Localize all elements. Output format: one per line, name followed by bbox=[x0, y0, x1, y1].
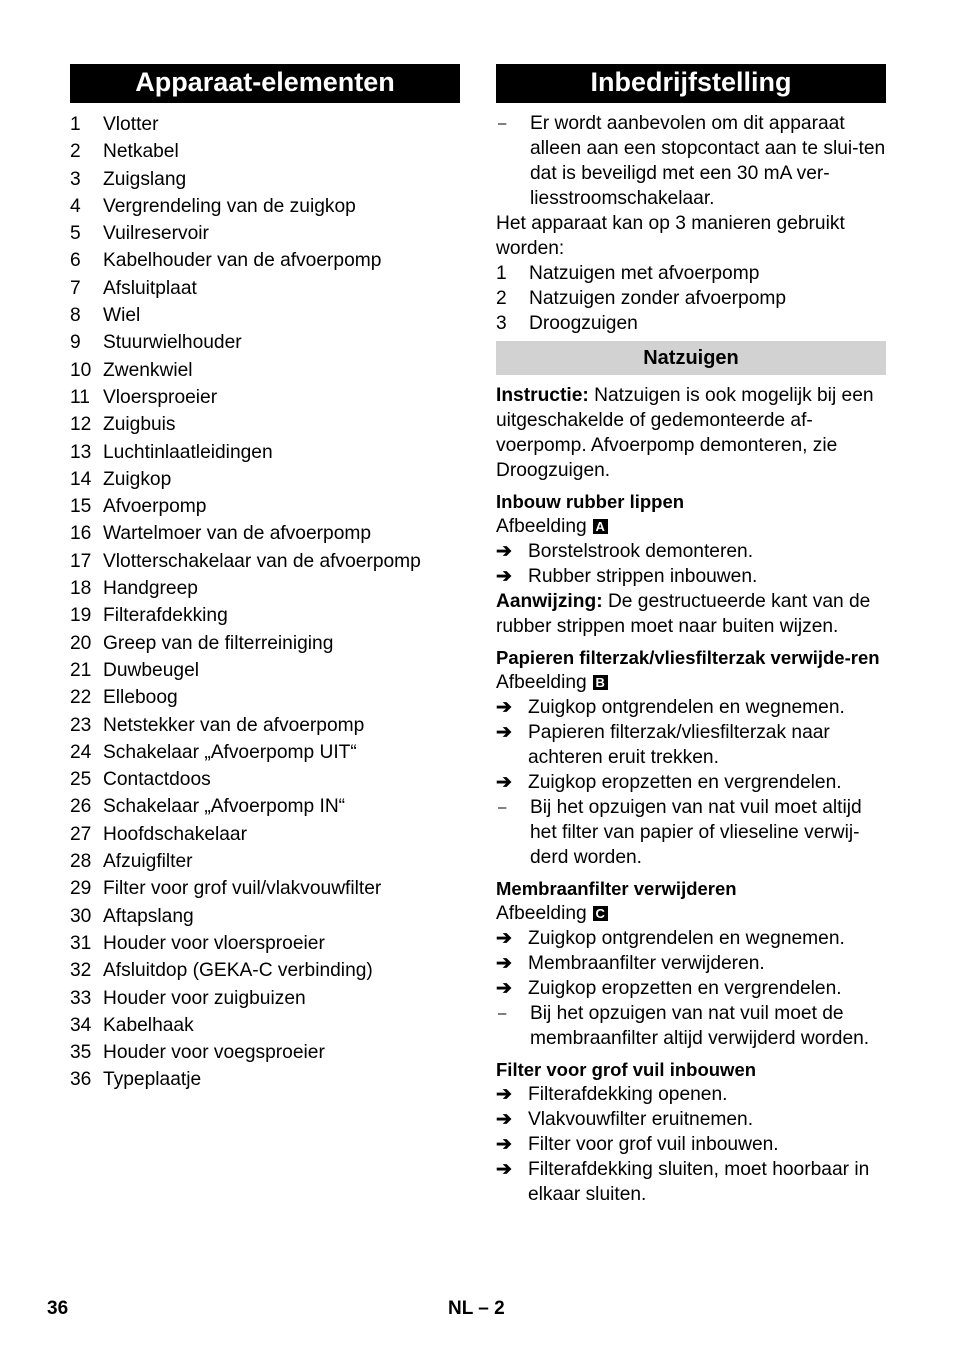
left-column bbox=[70, 64, 460, 1094]
dash-marker: – bbox=[498, 1005, 507, 1022]
part-item bbox=[70, 466, 460, 493]
item-number: 31 bbox=[70, 932, 92, 954]
arrow-right-icon: ➔ bbox=[496, 697, 512, 718]
step-text: Filterafdekking sluiten, moet hoorbaar in elkaar sluiten. bbox=[528, 1159, 870, 1205]
figure-ref-a bbox=[496, 514, 886, 539]
part-item bbox=[70, 793, 460, 820]
item-text: Droogzuigen bbox=[529, 313, 638, 334]
part-item bbox=[70, 193, 460, 220]
item-text: Wartelmoer van de afvoerpomp bbox=[103, 523, 372, 545]
arrow-right-icon: ➔ bbox=[496, 928, 512, 949]
arrow-right-icon: ➔ bbox=[496, 1109, 512, 1130]
item-text: Zuigbuis bbox=[103, 414, 176, 436]
item-number: 17 bbox=[70, 550, 92, 572]
item-text: Schakelaar „Afvoerpomp UIT“ bbox=[103, 741, 357, 763]
part-item bbox=[70, 1066, 460, 1093]
figure-label: Afbeelding bbox=[496, 903, 587, 924]
subsection-title-natzuigen: Natzuigen bbox=[496, 341, 886, 375]
item-number: 35 bbox=[70, 1042, 92, 1064]
language-code: NL bbox=[448, 1298, 473, 1319]
step-text: Filterafdekking openen. bbox=[528, 1084, 728, 1105]
part-item bbox=[70, 1039, 460, 1066]
item-number: 30 bbox=[70, 905, 92, 927]
item-number: 20 bbox=[70, 632, 92, 654]
figure-badge-b: B bbox=[593, 675, 608, 690]
item-number: 4 bbox=[70, 195, 81, 217]
usage-intro: Het apparaat kan op 3 manieren gebruikt worden: bbox=[496, 213, 845, 259]
coarse-steps bbox=[496, 1082, 886, 1207]
part-item bbox=[70, 630, 460, 657]
item-text: Greep van de filterreiniging bbox=[103, 632, 334, 654]
membrane-dash-note: Bij het opzuigen van nat vuil moet de membraanfilter altijd verwijderd worden. bbox=[530, 1003, 870, 1049]
page-ref: – 2 bbox=[478, 1298, 505, 1319]
dash-item bbox=[496, 111, 886, 211]
item-text: Kabelhaak bbox=[103, 1014, 194, 1036]
arrow-right-icon: ➔ bbox=[496, 1134, 512, 1155]
section-title-inbedrijfstelling: Inbedrijfstelling bbox=[496, 64, 886, 103]
step-text: Rubber strippen inbouwen. bbox=[528, 566, 758, 587]
part-item bbox=[70, 357, 460, 384]
item-number: 1 bbox=[70, 114, 81, 135]
heading-grof-vuil-filter: Filter voor grof vuil inbouwen bbox=[496, 1059, 757, 1080]
arrow-right-icon: ➔ bbox=[496, 978, 512, 999]
step-text: Filter voor grof vuil inbouwen. bbox=[528, 1134, 779, 1155]
usage-item bbox=[496, 261, 886, 286]
item-text: Afvoerpomp bbox=[103, 496, 207, 518]
step-text: Zuigkop eropzetten en vergrendelen. bbox=[528, 772, 842, 793]
heading-membraanfilter: Membraanfilter verwijderen bbox=[496, 878, 737, 899]
usage-item bbox=[496, 286, 886, 311]
step-item bbox=[496, 1082, 886, 1107]
dash-item bbox=[496, 1001, 886, 1051]
item-number: 9 bbox=[70, 332, 81, 354]
heading-rubber-lippen: Inbouw rubber lippen bbox=[496, 491, 685, 512]
step-item bbox=[496, 720, 886, 770]
part-item bbox=[70, 602, 460, 629]
section-title-apparaat-elementen: Apparaat-elementen bbox=[70, 64, 460, 103]
item-number: 21 bbox=[70, 659, 92, 681]
step-text: Zuigkop ontgrendelen en wegnemen. bbox=[528, 697, 845, 718]
parts-list bbox=[70, 111, 460, 1094]
item-number: 33 bbox=[70, 987, 92, 1009]
step-text: Membraanfilter verwijderen. bbox=[528, 953, 765, 974]
step-item bbox=[496, 926, 886, 951]
item-text: Vloersproeier bbox=[103, 386, 218, 408]
item-text: Netkabel bbox=[103, 141, 179, 163]
part-item bbox=[70, 329, 460, 356]
paper-steps bbox=[496, 695, 886, 795]
item-text: Handgreep bbox=[103, 578, 198, 600]
arrow-right-icon: ➔ bbox=[496, 566, 512, 587]
figure-label: Afbeelding bbox=[496, 516, 587, 537]
item-number: 25 bbox=[70, 769, 92, 791]
part-item bbox=[70, 520, 460, 547]
part-item bbox=[70, 985, 460, 1012]
item-number: 5 bbox=[70, 223, 81, 245]
part-item bbox=[70, 712, 460, 739]
step-item bbox=[496, 1132, 886, 1157]
arrow-right-icon: ➔ bbox=[496, 772, 512, 793]
step-text: Borstelstrook demonteren. bbox=[528, 541, 754, 562]
item-text: Natzuigen met afvoerpomp bbox=[529, 263, 760, 284]
item-text: Houder voor voegsproeier bbox=[103, 1042, 325, 1064]
item-text: Houder voor zuigbuizen bbox=[103, 987, 306, 1009]
dash-marker: – bbox=[498, 799, 507, 816]
item-text: Luchtinlaatleidingen bbox=[103, 441, 273, 463]
part-item bbox=[70, 875, 460, 902]
note-text: De gestructueerde kant van de rubber strippen moet naar buiten wijzen. bbox=[496, 591, 871, 637]
intro-dash-text: Er wordt aanbevolen om dit apparaat alleen aan een stopcontact aan te slui-ten dat is beveiligd met een 30 mA ver-liesstroomschakelaar. bbox=[530, 113, 886, 209]
figure-label: Afbeelding bbox=[496, 672, 587, 693]
item-text: Afsluitdop (GEKA-C verbinding) bbox=[103, 960, 373, 982]
part-item bbox=[70, 302, 460, 329]
item-text: Netstekker van de afvoerpomp bbox=[103, 714, 365, 736]
item-text: Hoofdschakelaar bbox=[103, 823, 247, 845]
item-number: 22 bbox=[70, 687, 92, 709]
membrane-steps bbox=[496, 926, 886, 1001]
item-text: Kabelhouder van de afvoerpomp bbox=[103, 250, 382, 272]
item-number: 12 bbox=[70, 414, 92, 436]
arrow-right-icon: ➔ bbox=[496, 541, 512, 562]
step-item bbox=[496, 1157, 886, 1207]
part-item bbox=[70, 111, 460, 138]
step-text: Vlakvouwfilter eruitnemen. bbox=[528, 1109, 754, 1130]
item-text: Typeplaatje bbox=[103, 1069, 202, 1091]
dash-marker: – bbox=[498, 115, 507, 132]
item-number: 28 bbox=[70, 851, 92, 873]
page-number: 36 bbox=[47, 1298, 69, 1319]
item-number: 15 bbox=[70, 496, 92, 518]
item-text: Filterafdekking bbox=[103, 605, 228, 627]
item-number: 32 bbox=[70, 960, 92, 982]
part-item bbox=[70, 821, 460, 848]
part-item bbox=[70, 766, 460, 793]
right-column bbox=[496, 64, 886, 1207]
step-item bbox=[496, 976, 886, 1001]
part-item bbox=[70, 138, 460, 165]
arrow-right-icon: ➔ bbox=[496, 1084, 512, 1105]
item-text: Zuigslang bbox=[103, 168, 187, 190]
arrow-right-icon: ➔ bbox=[496, 1159, 512, 1180]
item-number: 3 bbox=[70, 168, 81, 190]
usage-list bbox=[496, 261, 886, 336]
note-paragraph bbox=[496, 589, 886, 639]
step-item bbox=[496, 770, 886, 795]
item-number: 16 bbox=[70, 523, 92, 545]
instruction-paragraph bbox=[496, 383, 886, 483]
part-item bbox=[70, 220, 460, 247]
item-number: 10 bbox=[70, 359, 92, 381]
item-text: Afzuigfilter bbox=[103, 851, 193, 873]
step-item bbox=[496, 951, 886, 976]
step-item bbox=[496, 1107, 886, 1132]
item-text: Zwenkwiel bbox=[103, 359, 193, 381]
item-text: Houder voor vloersproeier bbox=[103, 932, 325, 954]
item-text: Vuilreservoir bbox=[103, 223, 209, 245]
part-item bbox=[70, 166, 460, 193]
item-number: 7 bbox=[70, 277, 81, 299]
item-text: Vlotter bbox=[103, 114, 159, 135]
item-number: 18 bbox=[70, 578, 92, 600]
part-item bbox=[70, 575, 460, 602]
part-item bbox=[70, 247, 460, 274]
item-text: Duwbeugel bbox=[103, 659, 200, 681]
item-text: Aftapslang bbox=[103, 905, 194, 927]
part-item bbox=[70, 957, 460, 984]
item-number: 8 bbox=[70, 305, 81, 327]
part-item bbox=[70, 439, 460, 466]
rubber-steps bbox=[496, 539, 886, 589]
part-item bbox=[70, 275, 460, 302]
figure-ref-b bbox=[496, 670, 886, 695]
item-number: 14 bbox=[70, 468, 92, 490]
item-number: 2 bbox=[496, 288, 507, 309]
arrow-right-icon: ➔ bbox=[496, 953, 512, 974]
usage-item bbox=[496, 311, 886, 336]
part-item bbox=[70, 739, 460, 766]
item-number: 36 bbox=[70, 1069, 92, 1091]
item-text: Elleboog bbox=[103, 687, 178, 709]
part-item bbox=[70, 1012, 460, 1039]
step-text: Zuigkop ontgrendelen en wegnemen. bbox=[528, 928, 845, 949]
part-item bbox=[70, 930, 460, 957]
item-number: 24 bbox=[70, 741, 92, 763]
item-text: Vergrendeling van de zuigkop bbox=[103, 195, 356, 217]
item-text: Natzuigen zonder afvoerpomp bbox=[529, 288, 787, 309]
step-text: Papieren filterzak/vliesfilterzak naar achteren eruit trekken. bbox=[528, 722, 830, 768]
item-text: Zuigkop bbox=[103, 468, 172, 490]
item-text: Schakelaar „Afvoerpomp IN“ bbox=[103, 796, 346, 818]
item-text: Afsluitplaat bbox=[103, 277, 197, 299]
heading-papieren-filterzak: Papieren filterzak/vliesfilterzak verwijde-ren bbox=[496, 647, 880, 668]
language-page-ref bbox=[448, 1298, 505, 1320]
item-number: 26 bbox=[70, 796, 92, 818]
part-item bbox=[70, 657, 460, 684]
item-number: 1 bbox=[496, 263, 507, 284]
part-item bbox=[70, 848, 460, 875]
part-item bbox=[70, 684, 460, 711]
arrow-right-icon: ➔ bbox=[496, 722, 512, 743]
item-text: Wiel bbox=[103, 305, 141, 327]
instruction-text: Natzuigen is ook mogelijk bij een uitgeschakelde of gedemonteerde af-voerpomp. Afvoerpomp demonteren, zie Droogzuigen. bbox=[496, 385, 874, 481]
part-item bbox=[70, 411, 460, 438]
item-number: 13 bbox=[70, 441, 92, 463]
part-item bbox=[70, 493, 460, 520]
paper-dash-note: Bij het opzuigen van nat vuil moet altijd het filter van papier of vlieseline verwij-derd worden. bbox=[530, 797, 862, 868]
figure-badge-c: C bbox=[593, 906, 608, 921]
step-item bbox=[496, 564, 886, 589]
part-item bbox=[70, 903, 460, 930]
step-item bbox=[496, 695, 886, 720]
item-number: 27 bbox=[70, 823, 92, 845]
item-text: Stuurwielhouder bbox=[103, 332, 242, 354]
note-label: Aanwijzing: bbox=[496, 591, 603, 612]
part-item bbox=[70, 548, 460, 575]
item-number: 19 bbox=[70, 605, 92, 627]
item-number: 3 bbox=[496, 313, 507, 334]
dash-item bbox=[496, 795, 886, 870]
step-text: Zuigkop eropzetten en vergrendelen. bbox=[528, 978, 842, 999]
step-item bbox=[496, 539, 886, 564]
figure-ref-c bbox=[496, 901, 886, 926]
item-number: 11 bbox=[70, 386, 90, 408]
item-number: 34 bbox=[70, 1014, 92, 1036]
item-number: 6 bbox=[70, 250, 81, 272]
item-number: 23 bbox=[70, 714, 92, 736]
item-text: Filter voor grof vuil/vlakvouwfilter bbox=[103, 878, 382, 900]
item-number: 29 bbox=[70, 878, 92, 900]
figure-badge-a: A bbox=[593, 519, 608, 534]
part-item bbox=[70, 384, 460, 411]
item-text: Contactdoos bbox=[103, 769, 211, 791]
item-text: Vlotterschakelaar van de afvoerpomp bbox=[103, 550, 421, 572]
instruction-label: Instructie: bbox=[496, 385, 589, 406]
item-number: 2 bbox=[70, 141, 81, 163]
